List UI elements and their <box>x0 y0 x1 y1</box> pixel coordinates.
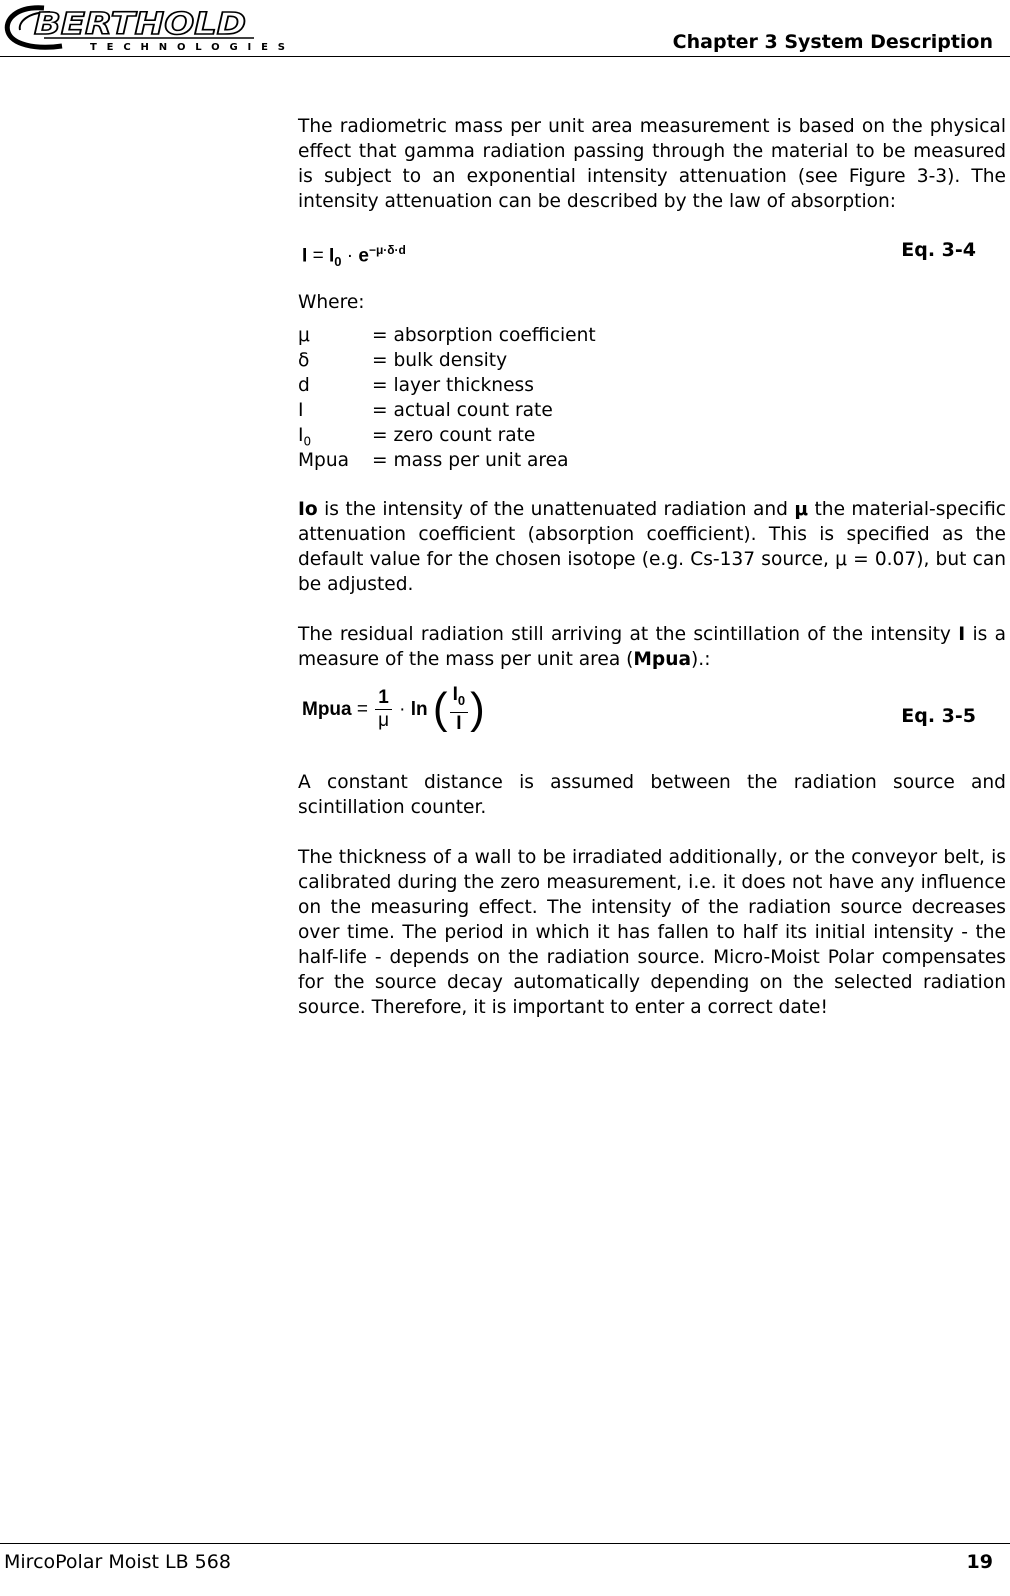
paragraph-residual-radiation: The residual radiation still arriving at the scintillation of the intensity I is a measure of the mass per unit area (Mpua).: <box>298 624 1007 670</box>
symbol-row: $I_0$ = zero count rate <box>298 425 536 449</box>
symbol-row: I = actual count rate <box>298 400 553 421</box>
logo-sub-text: TECHNOLOGIES <box>90 42 285 53</box>
berthold-logo <box>4 2 304 54</box>
equation-3-5-label: Eq. 3-5 <box>901 705 976 727</box>
equation-3-5-formula: Mpua = $\frac{1}{\mu}$ · ln ( $\frac{I_0}{I}$ ) <box>302 684 485 734</box>
symbol-row: Mpua = mass per unit area <box>298 450 569 471</box>
equation-3-4-label: Eq. 3-4 <box>901 239 976 261</box>
chapter-title: Chapter 3 System Description <box>672 31 993 53</box>
paragraph-absorption-intro: The radiometric mass per unit area measurement is based on the physical effect that gamma radiation passing through the material to be measured is subject to an exponential intensity attenuation (see Figure 3-3). The intensity attenuation can be described by the law of absorption: <box>298 116 1006 212</box>
where-label: Where: <box>298 292 365 313</box>
equation-3-4 <box>298 238 1006 278</box>
equation-3-5 <box>298 684 1006 750</box>
footer-rule <box>0 1543 1010 1544</box>
page-header <box>0 0 1010 58</box>
symbol-row: δ = bulk density <box>298 350 508 371</box>
equation-3-4-formula: $I = I_0 \cdot e^{-\mu\cdot\delta\cdot d}$ <box>302 243 406 270</box>
page-number: 19 <box>966 1551 993 1573</box>
paragraph-constant-distance: A constant distance is assumed between the radiation source and scintillation counter. <box>298 772 1006 818</box>
symbol-list <box>298 323 1006 473</box>
paragraph-wall-thickness: The thickness of a wall to be irradiated additionally, or the conveyor belt, is calibrated during the zero measurement, i.e. it does not have any influence on the measuring effect. The intensity of the radiation source decreases over time. The period in which it has fallen to half its initial intensity - the half-life - depends on the radiation source. Micro-Moist Polar compensates for the source decay automatically depending on the selected radiation source. Therefore, it is important to enter a correct date! <box>298 847 1006 1018</box>
symbol-row: μ = absorption coefficient <box>298 325 596 346</box>
paragraph-io-mu: Io is the intensity of the unattenuated radiation and μ the material-specific attenuation coefficient (absorption coefficient). This is specified as the default value for the chosen isotope (e.g. Cs-137 source, μ = 0.07), but can be adjusted. <box>298 499 1007 595</box>
symbol-row: d = layer thickness <box>298 375 534 396</box>
logo-brand-text: BERTHOLD <box>34 7 246 42</box>
footer-product-name: MircoPolar Moist LB 568 <box>4 1551 231 1573</box>
header-rule <box>0 56 1010 57</box>
main-content <box>298 114 1006 1020</box>
